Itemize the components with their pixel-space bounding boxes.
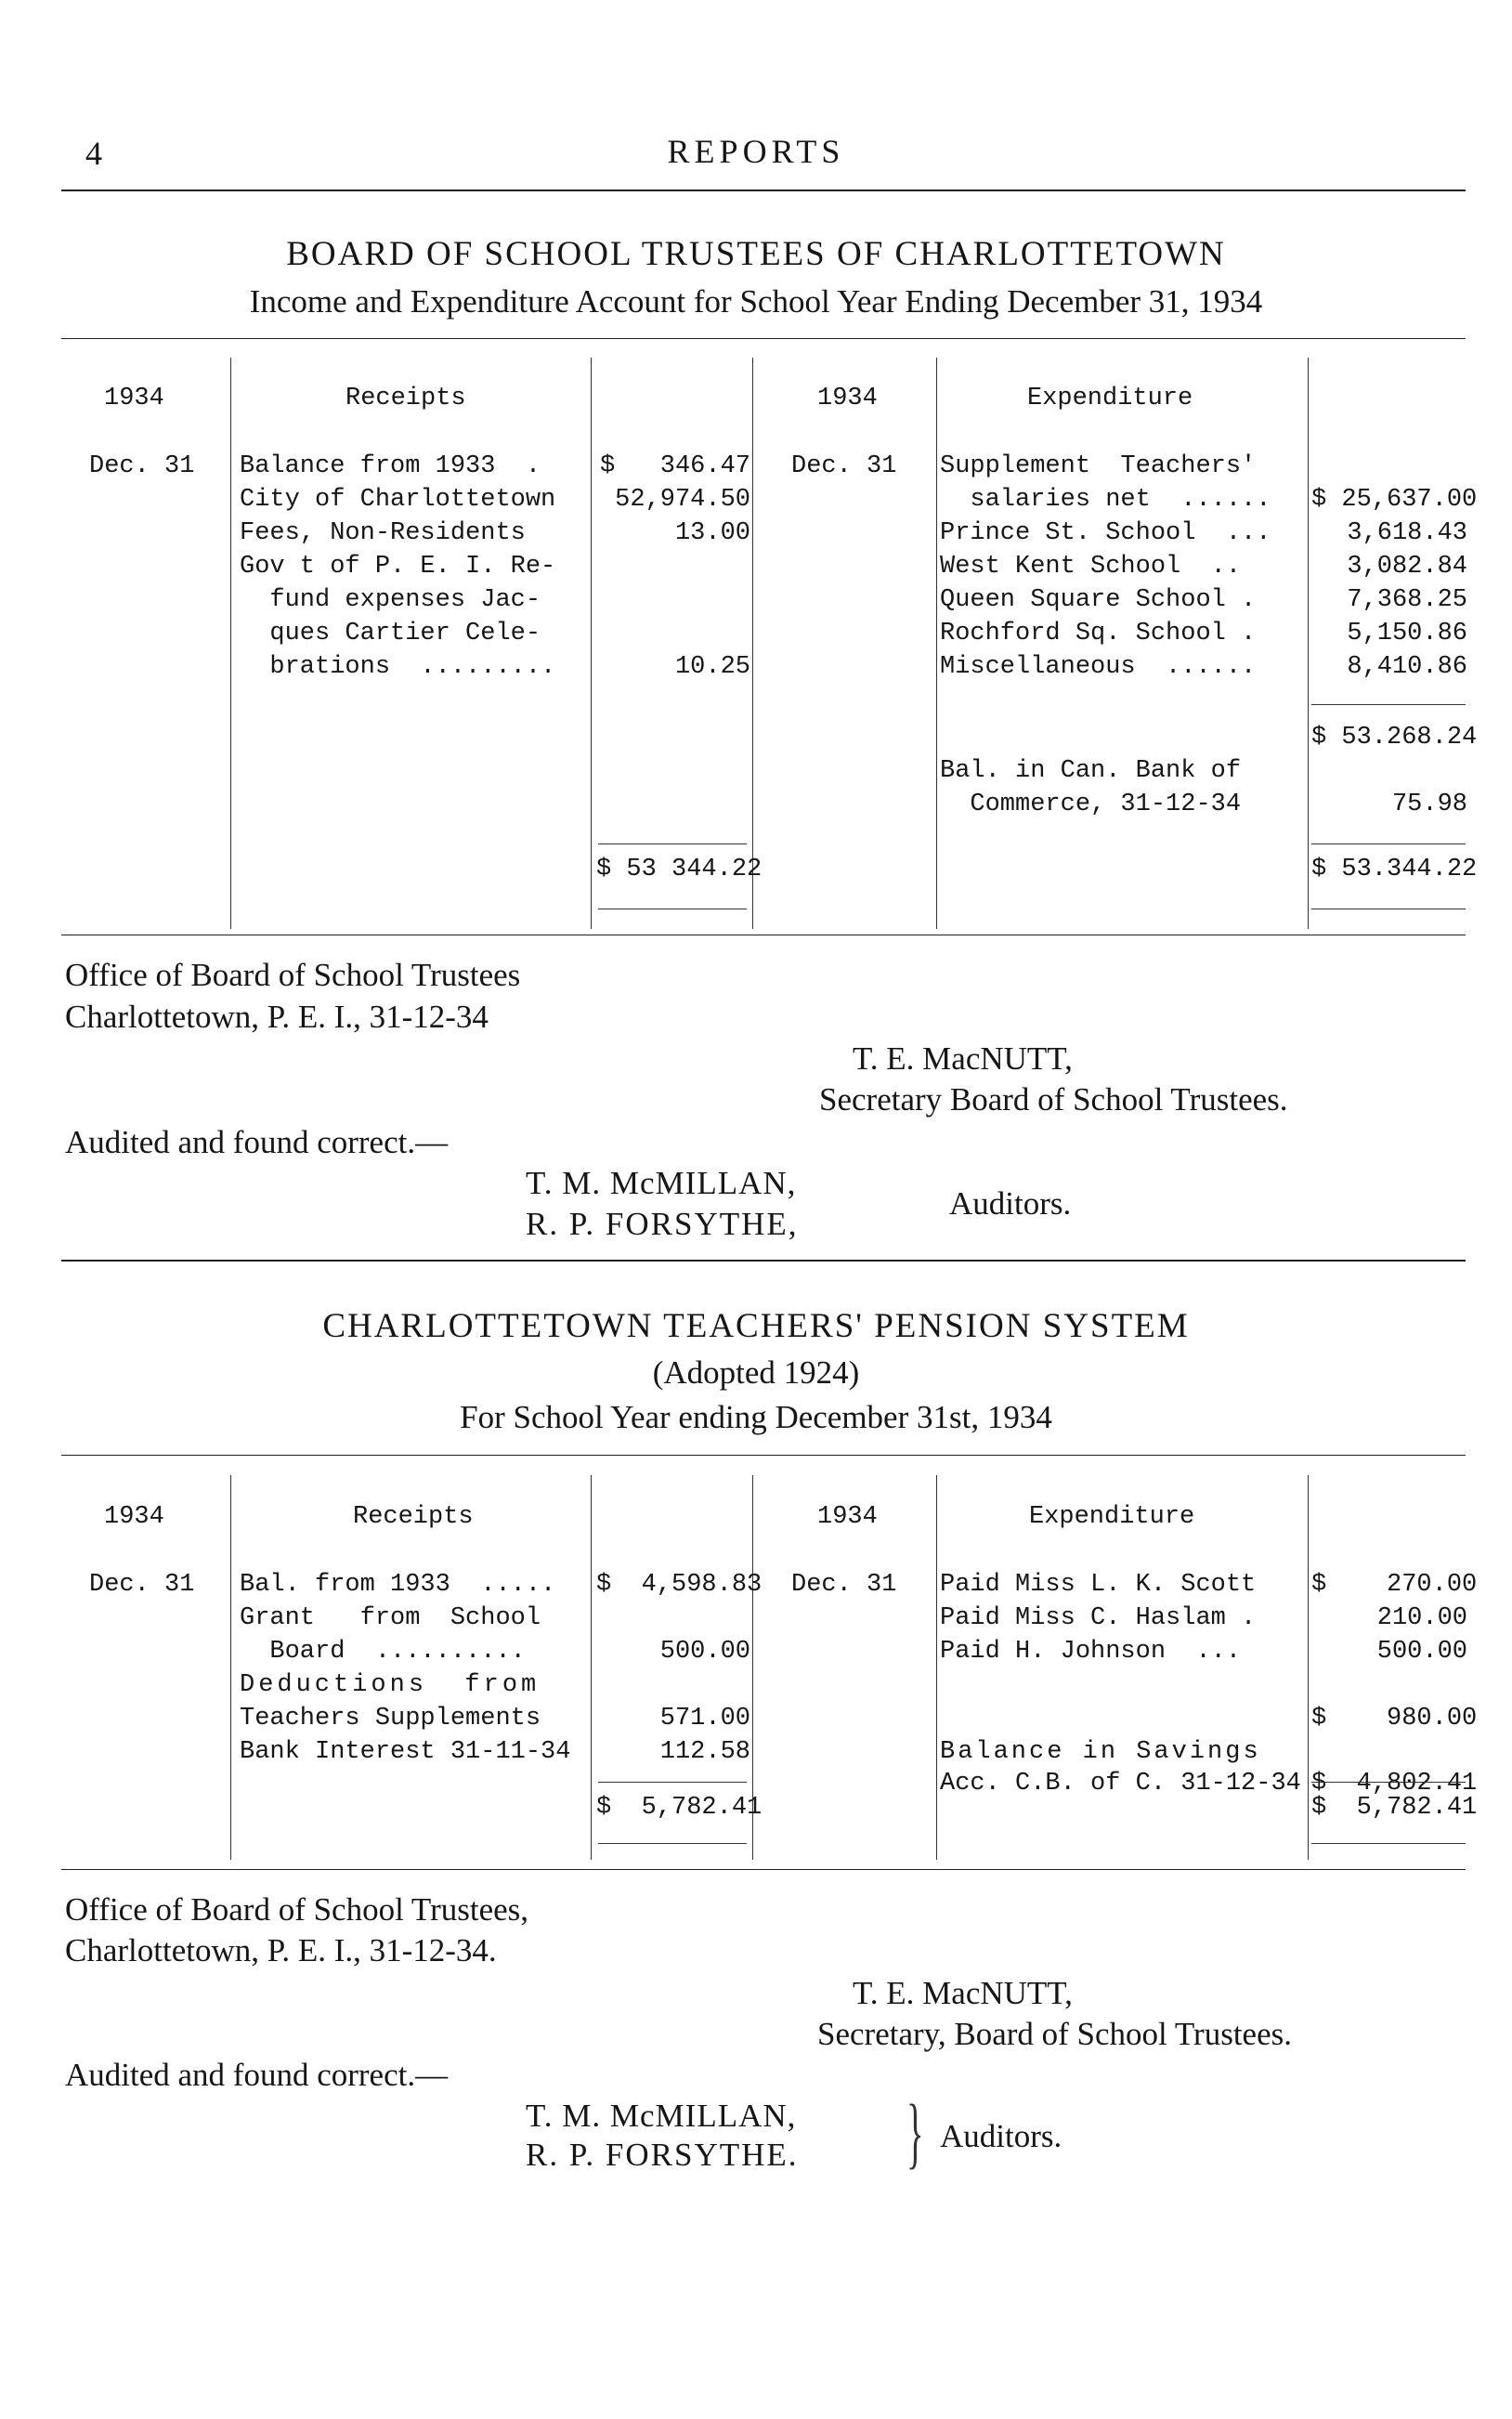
- pension-col-sep: [591, 1475, 592, 1860]
- board-header-receipts: Receipts: [345, 385, 466, 412]
- board-expenditure-total: $ 53.344.22: [1311, 856, 1478, 883]
- board-expenditure-amount: 7,368.25: [1347, 586, 1467, 614]
- board-office-line: Office of Board of School Trustees: [65, 957, 521, 993]
- board-subtitle: Income and Expenditure Account for School Year Ending December 31, 1934: [249, 283, 1263, 320]
- pension-subtitle: For School Year ending December 31st, 1934: [460, 1399, 1052, 1435]
- board-receipts-total-rule: [598, 843, 747, 844]
- board-receipt-amount: $ 346.47: [599, 452, 750, 480]
- board-expenditure-label: West Kent School ..: [940, 553, 1242, 581]
- board-receipt-label: brations .........: [240, 653, 556, 681]
- pension-secretary-title: Secretary, Board of School Trustees.: [817, 2016, 1292, 2052]
- board-bank-balance-label: Bal. in Can. Bank of: [940, 757, 1242, 785]
- board-expenditure-amount: 3,082.84: [1347, 553, 1467, 581]
- pension-col-sep: [1308, 1475, 1309, 1860]
- pension-receipts-total: $ 5,782.41: [596, 1794, 763, 1822]
- board-col-sep: [936, 358, 937, 929]
- board-expenditure-label: Queen Square School .: [940, 586, 1257, 614]
- pension-expenditure-amount: 210.00: [1376, 1604, 1467, 1632]
- board-secretary-name: T. E. MacNUTT,: [853, 1040, 1073, 1077]
- pension-expenditure-amount: 500.00: [1376, 1638, 1467, 1666]
- pension-receipt-amount: 112.58: [659, 1738, 750, 1766]
- pension-secretary-name: T. E. MacNUTT,: [853, 1975, 1073, 2011]
- board-expenditure-label: Prince St. School ...: [940, 519, 1271, 547]
- board-receipt-label: Fees, Non-Residents: [240, 519, 526, 547]
- board-receipt-label: Gov t of P. E. I. Re-: [240, 553, 556, 581]
- pension-col-sep: [230, 1475, 231, 1860]
- pension-balance-amount: $ 4,802.41: [1311, 1770, 1478, 1798]
- pension-title: CHARLOTTETOWN TEACHERS' PENSION SYSTEM: [322, 1307, 1190, 1345]
- board-receipt-label: City of Charlottetown: [240, 486, 556, 514]
- pension-receipt-label: Bank Interest 31-11-34: [240, 1738, 571, 1766]
- pension-receipt-label: Teachers Supplements: [240, 1705, 541, 1733]
- board-table-top-rule: [61, 338, 1466, 339]
- board-expenditure-label: Rochford Sq. School .: [940, 620, 1257, 647]
- pension-balance-label: Balance in Savings: [940, 1738, 1261, 1766]
- running-head: REPORTS: [667, 133, 845, 170]
- board-bank-balance-amount: 75.98: [1391, 791, 1467, 818]
- pension-expenditure-date: Dec. 31: [791, 1571, 897, 1599]
- pension-auditor-name: T. M. McMILLAN,: [526, 2098, 797, 2134]
- pension-receipt-amount: 500.00: [659, 1638, 750, 1666]
- board-expenditure-amount: 5,150.86: [1347, 620, 1467, 647]
- board-receipt-amount: 13.00: [674, 519, 750, 547]
- board-auditors-label: Auditors.: [949, 1185, 1072, 1222]
- board-expenditure-date: Dec. 31: [791, 452, 897, 480]
- board-receipt-label: Balance from 1933 .: [240, 452, 541, 480]
- board-header-year-right: 1934: [817, 385, 878, 412]
- pension-table-top-rule: [61, 1455, 1466, 1456]
- pension-header-expenditure: Expenditure: [1029, 1503, 1195, 1531]
- pension-expenditure-label: Paid Miss C. Haslam .: [940, 1604, 1257, 1632]
- board-expenditure-label: salaries net ......: [940, 486, 1271, 514]
- board-auditor-name: T. M. McMILLAN,: [526, 1165, 797, 1201]
- board-col-sep: [752, 358, 753, 929]
- pension-header-year-left: 1934: [104, 1503, 164, 1531]
- board-receipts-total: $ 53 344.22: [596, 856, 763, 883]
- pension-auditor-name: R. P. FORSYTHE.: [526, 2137, 799, 2173]
- pension-balance-label: Acc. C.B. of C. 31-12-34: [940, 1770, 1301, 1798]
- pension-receipt-amount: $ 4,598.83: [596, 1571, 763, 1599]
- auditors-brace: }: [906, 2087, 924, 2177]
- board-expenditure-amount: 3,618.43: [1347, 519, 1467, 547]
- board-auditor-name: R. P. FORSYTHE,: [526, 1206, 799, 1242]
- pension-expenditure-label: Paid Miss L. K. Scott: [940, 1571, 1257, 1599]
- pension-receipt-amount: 571.00: [659, 1705, 750, 1733]
- pension-receipt-label: Deductions from: [240, 1671, 541, 1699]
- pension-expenditure-total-underline: [1311, 1843, 1466, 1844]
- board-receipt-label: fund expenses Jac-: [240, 586, 541, 614]
- pension-receipts-date: Dec. 31: [89, 1571, 195, 1599]
- board-expenditure-subtotal: $ 53.268.24: [1311, 724, 1478, 752]
- pension-header-receipts: Receipts: [353, 1503, 474, 1531]
- board-title: BOARD OF SCHOOL TRUSTEES OF CHARLOTTETOWN: [286, 235, 1226, 273]
- pension-expenditure-total: $ 5,782.41: [1311, 1794, 1478, 1822]
- board-expenditure-subtotal-rule: [1311, 704, 1466, 705]
- pension-table-bottom-rule: [61, 1869, 1466, 1870]
- pension-adopted: (Adopted 1924): [652, 1354, 860, 1391]
- section-divider-rule: [61, 1260, 1466, 1262]
- pension-office-line: Office of Board of School Trustees,: [65, 1891, 529, 1928]
- board-col-sep: [230, 358, 231, 929]
- pension-office-line: Charlottetown, P. E. I., 31-12-34.: [65, 1932, 497, 1968]
- pension-audited-statement: Audited and found correct.—: [65, 2057, 449, 2093]
- board-office-line: Charlottetown, P. E. I., 31-12-34: [65, 999, 489, 1035]
- board-col-sep: [1308, 358, 1309, 929]
- page-number: 4: [85, 135, 102, 172]
- pension-receipt-label: Bal. from 1933 .....: [240, 1571, 556, 1599]
- board-receipts-date: Dec. 31: [89, 452, 195, 480]
- board-expenditure-label: Supplement Teachers': [940, 452, 1257, 480]
- pension-expenditure-subtotal: $ 980.00: [1311, 1705, 1478, 1733]
- header-rule: [61, 190, 1466, 191]
- pension-col-sep: [936, 1475, 937, 1860]
- pension-receipts-total-underline: [598, 1843, 747, 1844]
- board-expenditure-label: Miscellaneous ......: [940, 653, 1257, 681]
- board-header-year-left: 1934: [104, 385, 164, 412]
- pension-expenditure-total-rule: [1311, 1782, 1466, 1783]
- board-expenditure-amount: $ 25,637.00: [1311, 486, 1478, 514]
- board-bank-balance-label: Commerce, 31-12-34: [940, 791, 1242, 818]
- board-receipt-amount: 10.25: [674, 653, 750, 681]
- board-receipt-label: ques Cartier Cele-: [240, 620, 541, 647]
- pension-expenditure-label: Paid H. Johnson ...: [940, 1638, 1242, 1666]
- board-col-sep: [591, 358, 592, 929]
- pension-header-year-right: 1934: [817, 1503, 878, 1531]
- pension-receipt-label: Grant from School: [240, 1604, 541, 1632]
- pension-auditors-label: Auditors.: [940, 2118, 1062, 2154]
- board-audited-statement: Audited and found correct.—: [65, 1124, 449, 1160]
- board-secretary-title: Secretary Board of School Trustees.: [819, 1081, 1288, 1118]
- pension-expenditure-amount: $ 270.00: [1311, 1571, 1478, 1599]
- pension-receipts-total-rule: [598, 1782, 747, 1783]
- board-expenditure-total-rule: [1311, 843, 1466, 844]
- board-expenditure-amount: 8,410.86: [1347, 653, 1467, 681]
- board-header-expenditure: Expenditure: [1027, 385, 1193, 412]
- board-receipt-amount: 52,974.50: [615, 486, 750, 514]
- pension-receipt-label: Board ..........: [240, 1638, 526, 1666]
